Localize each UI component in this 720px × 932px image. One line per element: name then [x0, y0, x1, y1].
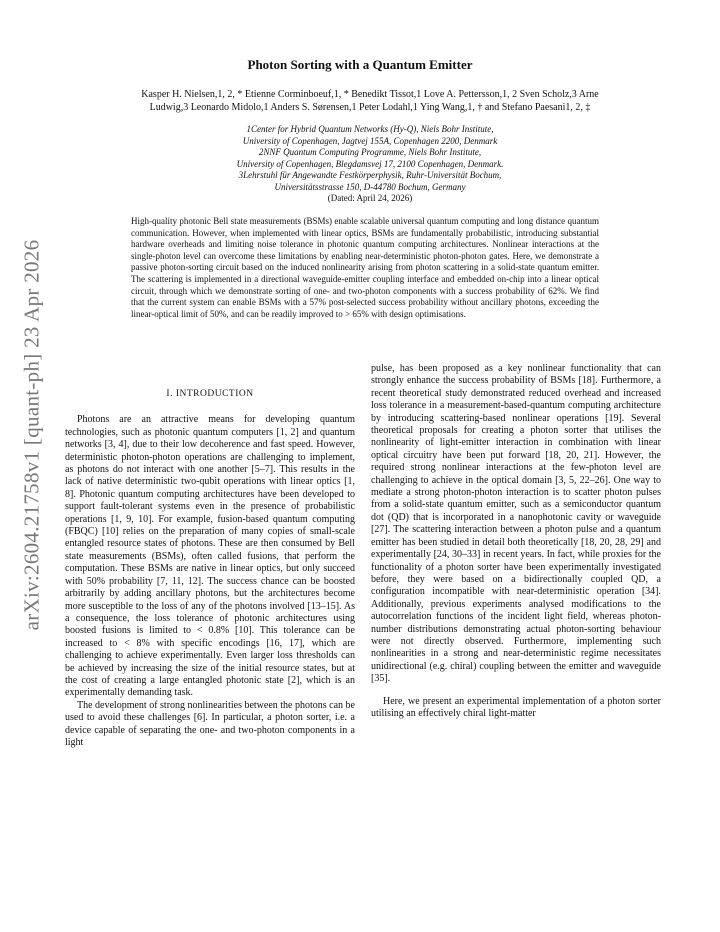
affiliation-line: 1Center for Hybrid Quantum Networks (Hy-Q), Niels Bohr Institute, — [246, 124, 494, 134]
affiliation-line: University of Copenhagen, Jagtvej 155A, Copenhagen 2200, Denmark — [242, 135, 498, 146]
arxiv-identifier: arXiv:2604.21758v1 [quant-ph] 23 Apr 2026 — [19, 239, 44, 631]
right-column — [371, 363, 661, 720]
body-paragraph: The development of strong nonlinearities between the photons can be used to avoid these challenges [6]. In particular, a photon sorter, i.e. a device capable of separating the one- and two-photon components in a light — [65, 699, 355, 748]
authors-line-2: Ludwig,3 Leonardo Midolo,1 Anders S. Sørensen,1 Peter Lodahl,1 Ying Wang,1, † and Stefano Paesani1, 2, ‡ — [149, 102, 591, 113]
affiliation-line: University of Copenhagen, Blegdamsvej 17, 2100 Copenhagen, Denmark. — [236, 158, 504, 169]
body-paragraph: pulse, has been proposed as a key nonlinear functionality that can strongly enhance the success probability of BSMs [18]. Furthermore, a recent theoretical study demonstrated reduced overhead and increased loss tolerance in a measurement-based-quantum computing architecture by introducing scattering-based nonlinear operations [19]. Several theoretical proposals for creating a photon sorter that utilises the nonlinearity of light-emitter interaction in combination with linear optical circuitry have been put forward [18, 20, 21]. However, the required strong nonlinear interactions at the few-photon level are challenging to achieve in the optical domain [3, 5, 22–26]. One way to mediate a strong photon-photon interaction is to scatter photon pulses from a solid-state quantum emitter, such as a semiconductor quantum dot (QD) that is incorporated in a nanophotonic cavity or waveguide [27]. The scattering interaction between a photon pulse and a quantum emitter has been studied in detail both theoretically [18, 20, 28, 29] and experimentally [24, 30–33] in recent years. In fact, while proxies for the functionality of a photon sorter have been experimentally investigated before, they were based on a bidirectionally coupled QD, a configuration incompatible with near-deterministic operation [34]. Additionally, previous experiments analysed modifications to the autocorrelation functions of the incident light field, whereas photon-number distributions demonstrating actual photon-sorting behaviour were not directly observed. Furthermore, implementing such nonlinearities in a strong and near-deterministic regime necessitates unidirectional (e.g. chiral) coupling between the emitter and waveguide [35]. — [371, 363, 661, 685]
affiliations — [70, 124, 670, 205]
author-list — [70, 88, 670, 114]
paper-title: Photon Sorting with a Quantum Emitter — [247, 57, 473, 72]
left-column — [65, 388, 355, 749]
date-line: (Dated: April 24, 2026) — [327, 193, 413, 203]
body-paragraph: Photons are an attractive means for developing quantum technologies, such as photonic quantum computers [1, 2] and quantum networks [3, 4], due to their low decoherence and fast speed. However, deterministic photon-photon operations are challenging to implement, as photons do not interact with one another [5–7]. This results in the lack of native deterministic two-qubit operations with linear optics [1, 8]. Photonic quantum computing architectures have been developed to support fault-tolerant systems even in the presence of probabilistic operations [1, 9, 10]. For example, fusion-based quantum computing (FBQC) [10] relies on the preparation of many copies of small-scale entangled resource states of photons. These are then consumed by Bell state measurements (BSMs), often called fusions, that perform the computation. These BSMs are native in linear optics, but only succeed with 50% probability [7, 11, 12]. The success chance can be boosted arbitrarily by adding ancillary photons, but the architectures become more susceptible to the loss of any of the photons involved [13–15]. As a consequence, the loss tolerance of photonic architectures using boosted fusions is limited to < 0.8% [10]. This tolerance can be increased to < 8% with specific encodings [16, 17], which are challenging to achieve experimentally. Even larger loss thresholds can be achieved by increasing the size of the initial resource states, but at the cost of creating a large entangled photonic state [2], which is an experimentally demanding task. — [65, 414, 355, 699]
section-heading: I. INTRODUCTION — [166, 389, 254, 399]
authors-line-1: Kasper H. Nielsen,1, 2, * Etienne Corminboeuf,1, * Benedikt Tissot,1 Love A. Pettersson,1, 2 Sven Scholz,3 Arne — [141, 89, 599, 100]
affiliation-line: Universitätsstrasse 150, D-44780 Bochum, Germany — [274, 181, 466, 192]
affiliation-line: 2NNF Quantum Computing Programme, Niels Bohr Institute, — [258, 147, 482, 157]
body-paragraph: Here, we present an experimental implementation of a photon sorter utilising an effectively chiral light-matter — [371, 695, 661, 719]
abstract: High-quality photonic Bell state measurements (BSMs) enable scalable universal quantum computing and long distance quantum communication. However, when implemented with linear optics, BSMs are fundamentally probabilistic, introducing substantial hardware overheads and limiting noise tolerance in photonic quantum computing architectures. Nonlinear interactions at the single-photon level can overcome these limitations by enabling near-deterministic photon-photon gates. Here, we demonstrate a passive photon-sorting circuit based on the induced nonlinearity arising from photon scattering in a solid-state quantum emitter. The scattering is implemented in a directional waveguide-emitter coupling interface and embedded on-chip into a linear optical circuit, through which we demonstrate sorting of one- and two-photon components with a success probability of 62%. We find that the current system can enable BSMs with a 57% post-selected success probability without ancillary photons, exceeding the linear-optical limit of 50%, and can be readily improved to > 65% with design optimisations. — [131, 216, 599, 319]
arxiv-sidebar — [12, 190, 52, 680]
affiliation-line: 3Lehrstuhl für Angewandte Festkörperphysik, Ruhr-Universität Bochum, — [238, 170, 502, 180]
